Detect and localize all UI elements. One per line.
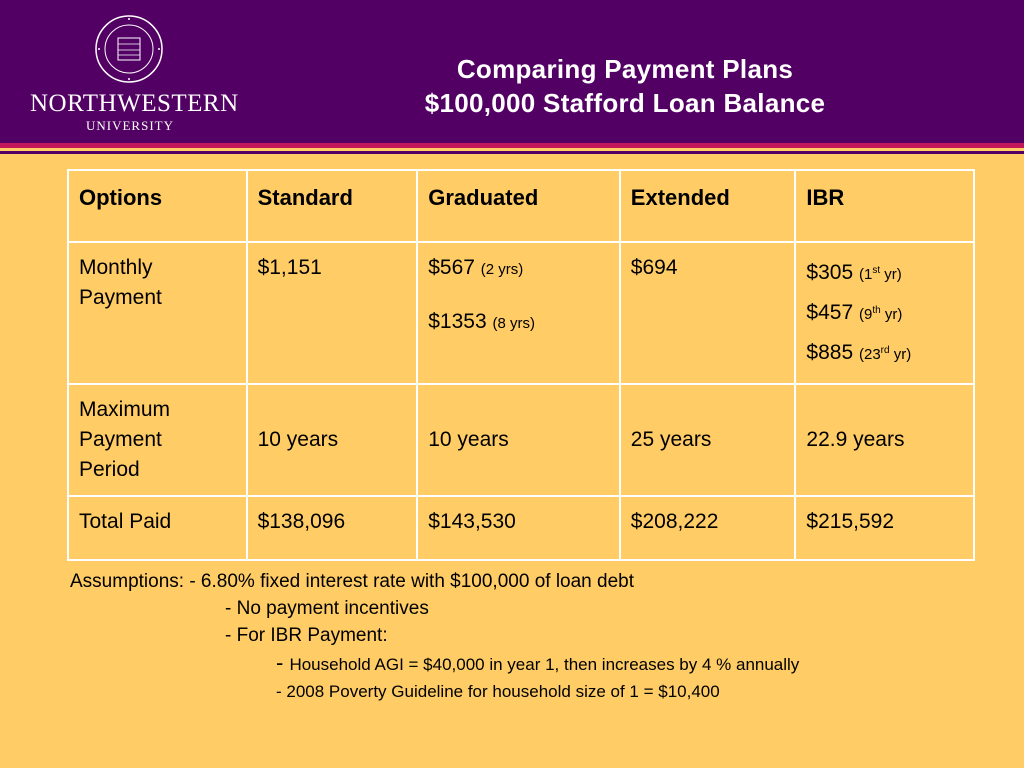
period-note: (8 yrs) [492,315,535,332]
header-cell-options: Options [68,170,247,242]
assumption-line-3: - For IBR Payment: [225,625,388,646]
title-line-1: Comparing Payment Plans [456,54,794,84]
cell-period-ibr: 22.9 years [795,384,974,496]
title-line-2: $100,000 Stafford Loan Balance [424,88,826,118]
assumption-line-2: - No payment incentives [225,598,429,619]
cell-monthly-standard: $1,151 [247,242,418,384]
cell-total-graduated: $143,530 [417,496,620,560]
header-accent-line [0,151,1024,154]
table-header-row [68,170,974,242]
cell-total-extended: $208,222 [620,496,796,560]
table-row-total-paid [68,496,974,560]
cell-period-extended: 25 years [620,384,796,496]
amount: $567 [428,256,475,279]
row-label-total-paid: Total Paid [68,496,247,560]
cell-monthly-graduated [417,242,620,384]
year-note: (23rd yr) [858,345,912,363]
ibr-payment-2 [806,293,963,333]
amount: $885 [806,341,854,364]
label-line: Payment [79,428,162,451]
amount: $305 [806,261,854,284]
label-line: Period [79,458,140,481]
header-cell-standard: Standard [247,170,418,242]
label-line: Payment [79,286,162,309]
page-title [300,52,950,120]
university-subtitle: UNIVERSITY [86,118,174,133]
spacer [428,285,609,307]
university-seal-icon [94,14,164,84]
year-note: (1st yr) [858,265,902,283]
graduated-payment-2 [428,307,609,339]
bullet-dash: - [276,650,290,675]
cell-total-standard: $138,096 [247,496,418,560]
header-cell-graduated: Graduated [417,170,620,242]
university-logo [30,14,239,134]
label-line: Monthly [79,256,153,279]
header-accent-stripe [0,143,1024,148]
assumption-line-1: Assumptions: - 6.80% fixed interest rate with $100,000 of loan debt [70,571,634,592]
cell-period-graduated: 10 years [417,384,620,496]
label-line: Maximum [79,398,171,421]
ibr-payment-3 [806,333,963,373]
amount: $457 [806,301,854,324]
university-name: NORTHWESTERN [30,90,239,117]
ibr-payment-1 [806,253,963,293]
assumption-text: Household AGI = $40,000 in year 1, then increases by 4 % annually [289,655,800,674]
amount: $1353 [428,310,487,333]
table-row-monthly-payment [68,242,974,384]
table-row-max-period [68,384,974,496]
cell-total-ibr: $215,592 [795,496,974,560]
row-label-monthly-payment [68,242,247,384]
header-cell-extended: Extended [620,170,796,242]
graduated-payment-1 [428,253,609,285]
assumptions-block [70,568,970,705]
row-label-max-period [68,384,247,496]
cell-monthly-ibr [795,242,974,384]
assumption-line-4 [70,649,970,678]
cell-period-standard: 10 years [247,384,418,496]
period-note: (2 yrs) [480,261,524,278]
payment-plans-table [67,169,975,561]
year-note: (9th yr) [858,305,903,323]
assumption-line-5: - 2008 Poverty Guideline for household size of 1 = $10,400 [276,682,720,701]
header-cell-ibr: IBR [795,170,974,242]
cell-monthly-extended: $694 [620,242,796,384]
